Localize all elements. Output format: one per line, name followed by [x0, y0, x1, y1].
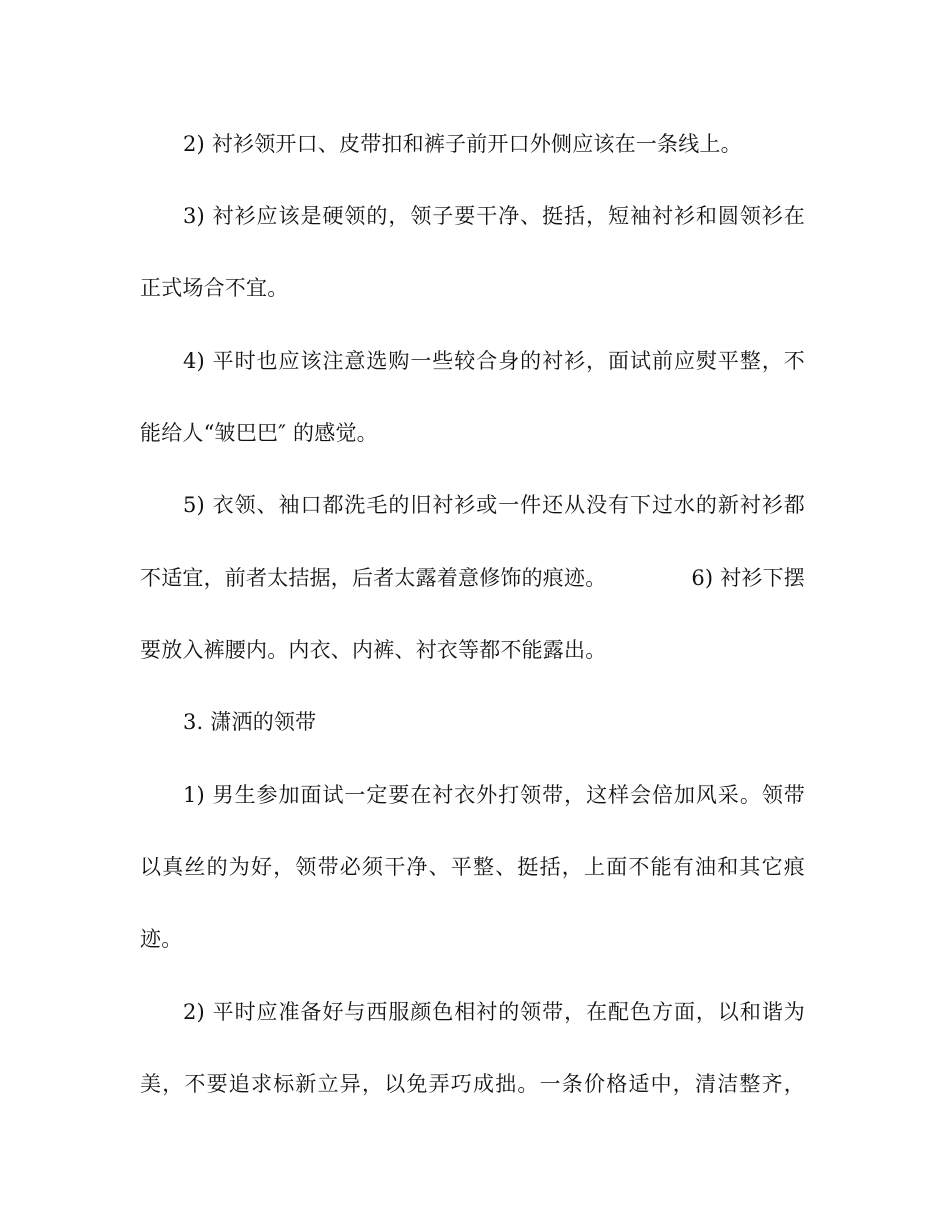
- paragraph-line: 要放入裤腰内。内衣、内裤、衬衣等都不能露出。: [140, 638, 607, 662]
- paragraph-line-left: 不适宜，前者太拮据，后者太露着意修饰的痕迹。: [140, 566, 607, 590]
- paragraph-line: 能给人“皱巴巴″ 的感觉。: [140, 421, 378, 445]
- paragraph-line: 4) 平时也应该注意选购一些较合身的衬衫，面试前应熨平整，不: [183, 349, 805, 373]
- paragraph-line: 迹。: [140, 927, 183, 951]
- paragraph-line: 3) 衬衫应该是硬领的，领子要干净、挺括，短袖衬衫和圆领衫在: [183, 204, 805, 228]
- paragraph-line: 以真丝的为好，领带必须干净、平整、挺括，上面不能有油和其它痕: [140, 855, 805, 879]
- section-heading: 3. 潇洒的领带: [183, 710, 317, 734]
- paragraph-line-split: [140, 558, 805, 598]
- paragraph-line: 1) 男生参加面试一定要在衬衣外打领带，这样会倍加风采。领带: [183, 783, 805, 807]
- paragraph-line: 5) 衣领、袖口都洗毛的旧衬衫或一件还从没有下过水的新衬衫都: [183, 493, 805, 517]
- paragraph-line-right: 6) 衬衫下摆: [691, 566, 805, 590]
- paragraph-line: 2) 衬衫领开口、皮带扣和裤子前开口外侧应该在一条线上。: [183, 132, 742, 156]
- paragraph-line: 2) 平时应准备好与西服颜色相衬的领带，在配色方面，以和谐为: [183, 1000, 805, 1024]
- paragraph-line: 美，不要追求标新立异，以免弄巧成拙。一条价格适中，清洁整齐，: [140, 1072, 805, 1096]
- paragraph-line: 正式场合不宜。: [140, 276, 289, 300]
